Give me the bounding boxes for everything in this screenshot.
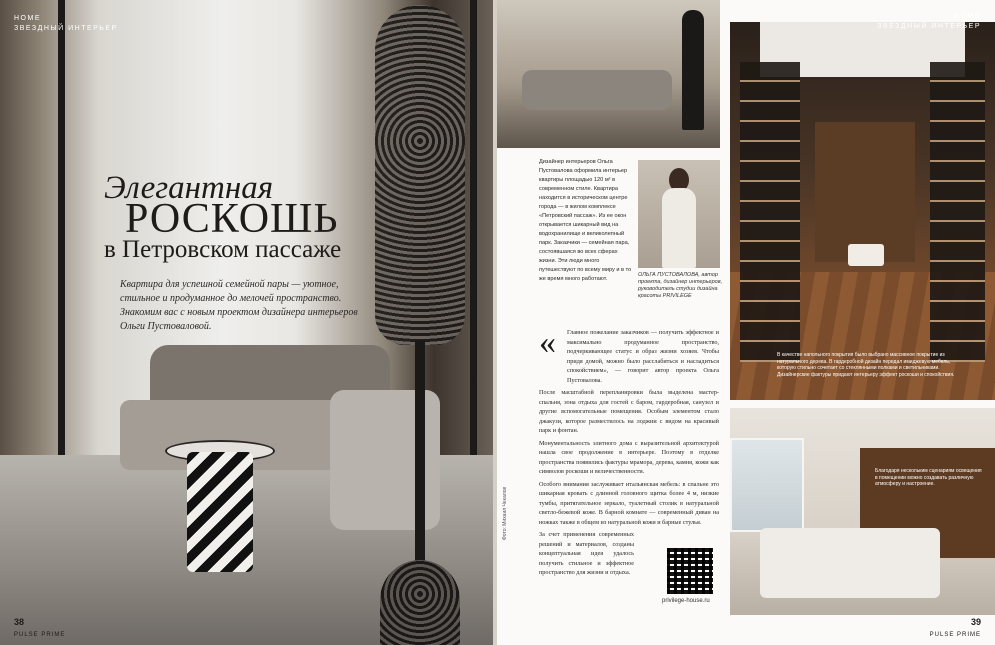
floor-lamp-photo — [375, 0, 465, 645]
designer-portrait — [638, 160, 720, 268]
article-title-line-1: Элегантная — [104, 170, 274, 206]
body-paragraph: Монументальность элитного дома с выразительной архитектурой нашла свое продолжение в интерьере. Поэтому в отделке пространства появились фактуры мрамора, дерева, камня, кожи как символов роскоши и величественности. — [539, 439, 719, 475]
portrait-caption: ОЛЬГА ПУСТОВАЛОВА, автор проекта, дизайнер интерьеров, руководитель студии дизайна красоты PRIVILEGE — [638, 272, 723, 299]
intro-text: Дизайнер интерьеров Ольга Пустовалова оформила интерьер квартиры площадью 120 м² в современном стиле. Квартира находится в историческом центре города — в жилом комплексе «Петровский пассаж». Из ее окон открывается шикарный вид на водохранилище и великолепный парк. Заказчики — семейная пара, состоявшаяся во всех сферах жизни. Эти люди много путешествуют по всему миру и в то же время много работают. — [539, 159, 632, 282]
body-paragraph: Особого внимания заслуживает итальянская мебель: в спальне это шикарная кровать с длинной головного щитка более 4 м, низкие тумбы, притягательное зеркало, туалетный столик в натуральной светло-бежевой коже. В барной комнате — современный диван на ножках также в общем из натуральной кожи и барные стулья. — [539, 480, 719, 526]
wardrobe-photo — [730, 22, 995, 400]
magazine-name: PULSE PRIME — [929, 632, 981, 638]
section-label: HOME ЗВЕЗДНЫЙ ИНТЕРЬЕР — [14, 15, 118, 32]
living-room-photo — [497, 0, 720, 148]
side-table-photo — [165, 440, 275, 575]
body-paragraph: Главное пожелание заказчиков — получить эффектное и максимально продуманное пространство, подчеркивающее статус и образ жизни хозяев. Чтобы придя домой, можно было расслабиться и насладиться спокойствием», — говорит автор проекта Ольга Пустовалова. — [567, 329, 719, 384]
website-link[interactable]: privilege-house.ru — [662, 598, 710, 604]
article-title-line-3: в Петровском пассаже — [104, 236, 342, 263]
page-number: 39 — [970, 617, 981, 627]
wardrobe-caption: В качестве напольного покрытия было выбрано массивное покрытие из натурального дерева. В гардеробной дизайн передал имиджевую мебель, которую стильно сочетает со стеклянными полками и светильниками. Дизайнерские фактуры придают интерьеру эффект роскоши и спокойствия. — [777, 352, 955, 378]
section-label: HOME ЗВЕЗДНЫЙ ИНТЕРЬЕР — [877, 13, 981, 30]
article-title-line-2: РОСКОШЬ — [125, 196, 339, 242]
bedroom-photo — [730, 408, 995, 615]
page-number: 38 — [14, 617, 25, 627]
magazine-name: PULSE PRIME — [14, 632, 66, 638]
photo-credit: Фото: Михаил Чекалов — [502, 486, 508, 540]
qr-code-icon[interactable] — [667, 548, 713, 594]
body-paragraph: После масштабной перепланировки была выделена мастер-спальня, зона отдыха для гостей с баром, гардеробная, санузел и другие вспомогательные помещения. Особым элементом стало джакузи, которое разместилось на лоджии с видом на красивый парк и фонтан. — [539, 389, 719, 434]
right-page — [497, 0, 995, 645]
article-body — [539, 328, 719, 581]
article-lead: Квартира для успешной семейной пары — уютное, стильное и продуманное до мелочей пространство. Знакомим вас с новым проектом дизайнера интерьеров Ольги Пустоваловой. — [120, 279, 358, 332]
bedroom-caption: Благодаря нескольким сценариям освещения в помещении можно создавать различную атмосферу и настроение. — [875, 468, 982, 487]
quote-mark: « — [539, 324, 556, 361]
left-page — [0, 0, 493, 645]
body-paragraph: За счет применения современных решений и материалов, созданы концептуальная идея удалось получить стильное и эффектное пространство для жизни и отдыха. — [539, 531, 634, 576]
